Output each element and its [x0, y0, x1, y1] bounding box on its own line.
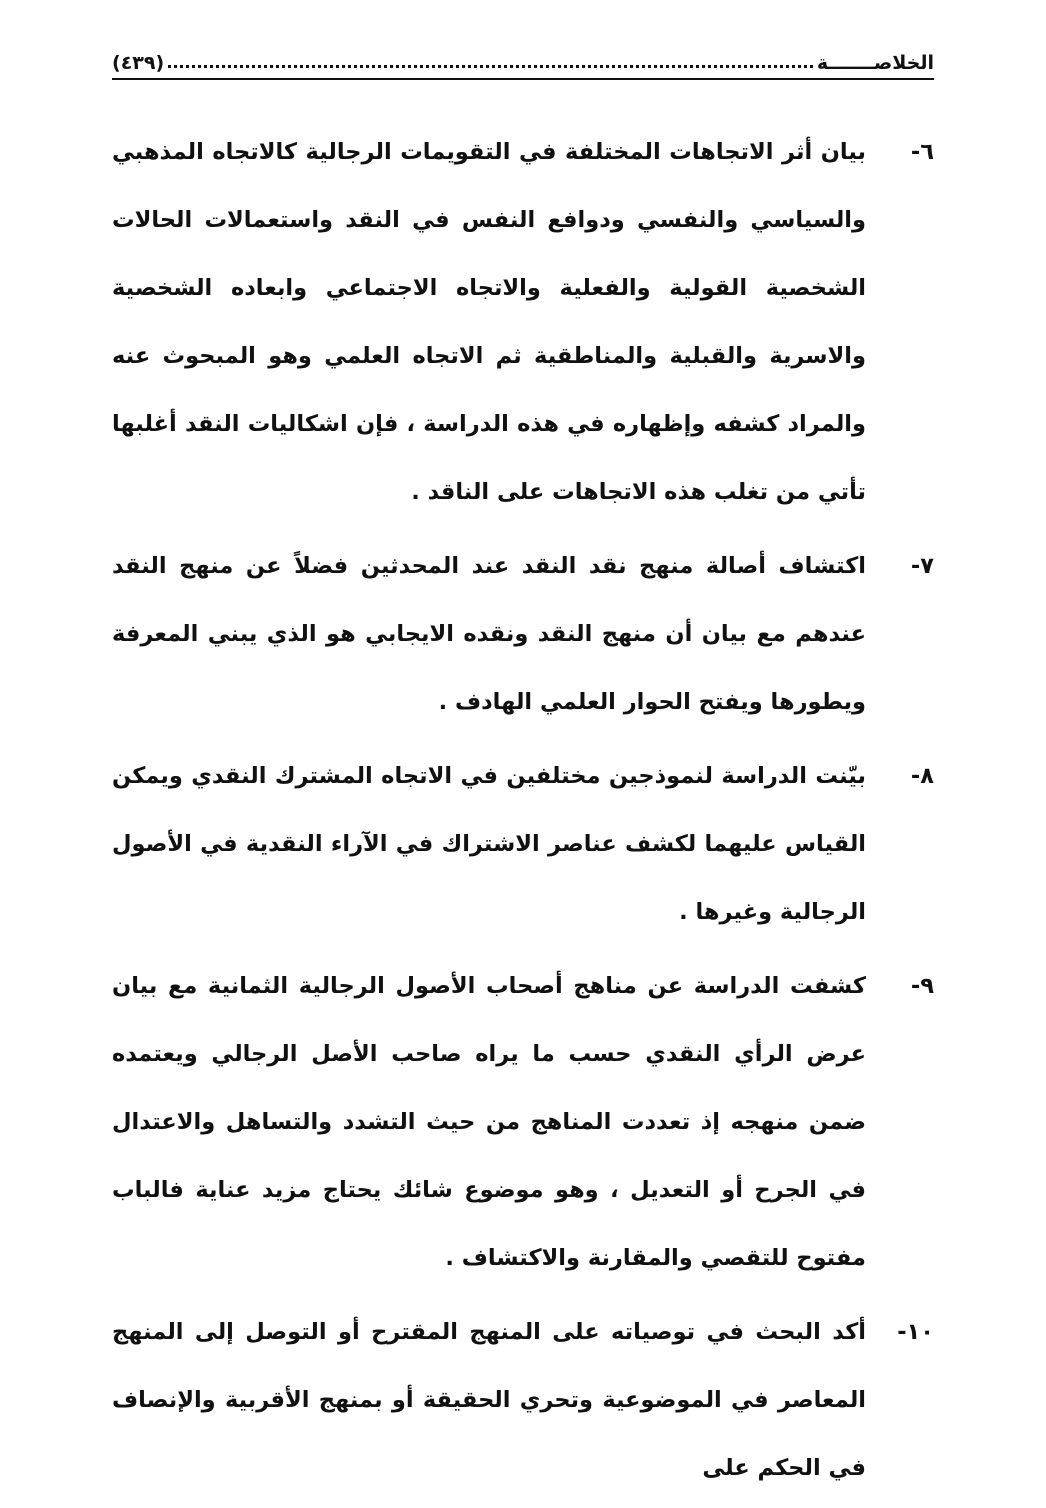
item-text: بيان أثر الاتجاهات المختلفة في التقويمات الرجالية كالاتجاه المذهبي والسياسي والنفسي ودوافع النفس في النقد واستعمالات الحالات الشخصية القولية والفعلية والاتجاه الاجتماعي وابعاده الشخصية والاسرية والقبلية والمناطقية ثم الاتجاه العلمي وهو المبحوث عنه والمراد كشفه وإظهاره في هذه الدراسة ، فإن اشكاليات النقد أغلبها تأتي من تغلب هذه الاتجاهات على الناقد .: [112, 139, 866, 505]
list-item: [112, 1298, 934, 1502]
page-header: [112, 44, 934, 80]
item-number: ٧-: [910, 553, 934, 579]
page-body: [112, 118, 934, 1508]
item-text: كشفت الدراسة عن مناهج أصحاب الأصول الرجالية الثمانية مع بيان عرض الرأي النقدي حسب ما يراه صاحب الأصل الرجالي ويعتمده ضمن منهجه إذ تعددت المناهج من حيث التشدد والتساهل والاعتدال في الجرح أو التعديل ، وهو موضوع شائك يحتاج مزيد عناية فالباب مفتوح للتقصي والمقارنة والاكتشاف .: [112, 973, 866, 1271]
page-number: (٤٣٩): [112, 52, 165, 74]
chapter-title: الخلاصـــــــة: [816, 52, 934, 74]
item-number: ١٠-: [897, 1319, 934, 1345]
list-item: [112, 742, 934, 946]
list-item: [112, 118, 934, 526]
item-text: أكد البحث في توصياته على المنهج المقترح أو التوصل إلى المنهج المعاصر في الموضوعية وتحري الحقيقة أو بمنهج الأقربية والإنصاف في الحكم على: [112, 1319, 866, 1481]
item-number: ٨-: [910, 763, 934, 789]
item-text: بيّنت الدراسة لنموذجين مختلفين في الاتجاه المشترك النقدي ويمكن القياس عليهما لكشف عناصر الاشتراك في الآراء النقدية في الأصول الرجالية وغيرها .: [112, 763, 866, 925]
list-item: [112, 532, 934, 736]
item-number: ٦-: [910, 139, 934, 165]
item-number: ٩-: [910, 973, 934, 999]
header-dot-leader: [168, 65, 813, 68]
item-text: اكتشاف أصالة منهج نقد النقد عند المحدثين فضلاً عن منهج النقد عندهم مع بيان أن منهج النقد ونقده الايجابي هو الذي يبني المعرفة ويطورها ويفتح الحوار العلمي الهادف .: [112, 553, 866, 715]
list-item: [112, 952, 934, 1292]
